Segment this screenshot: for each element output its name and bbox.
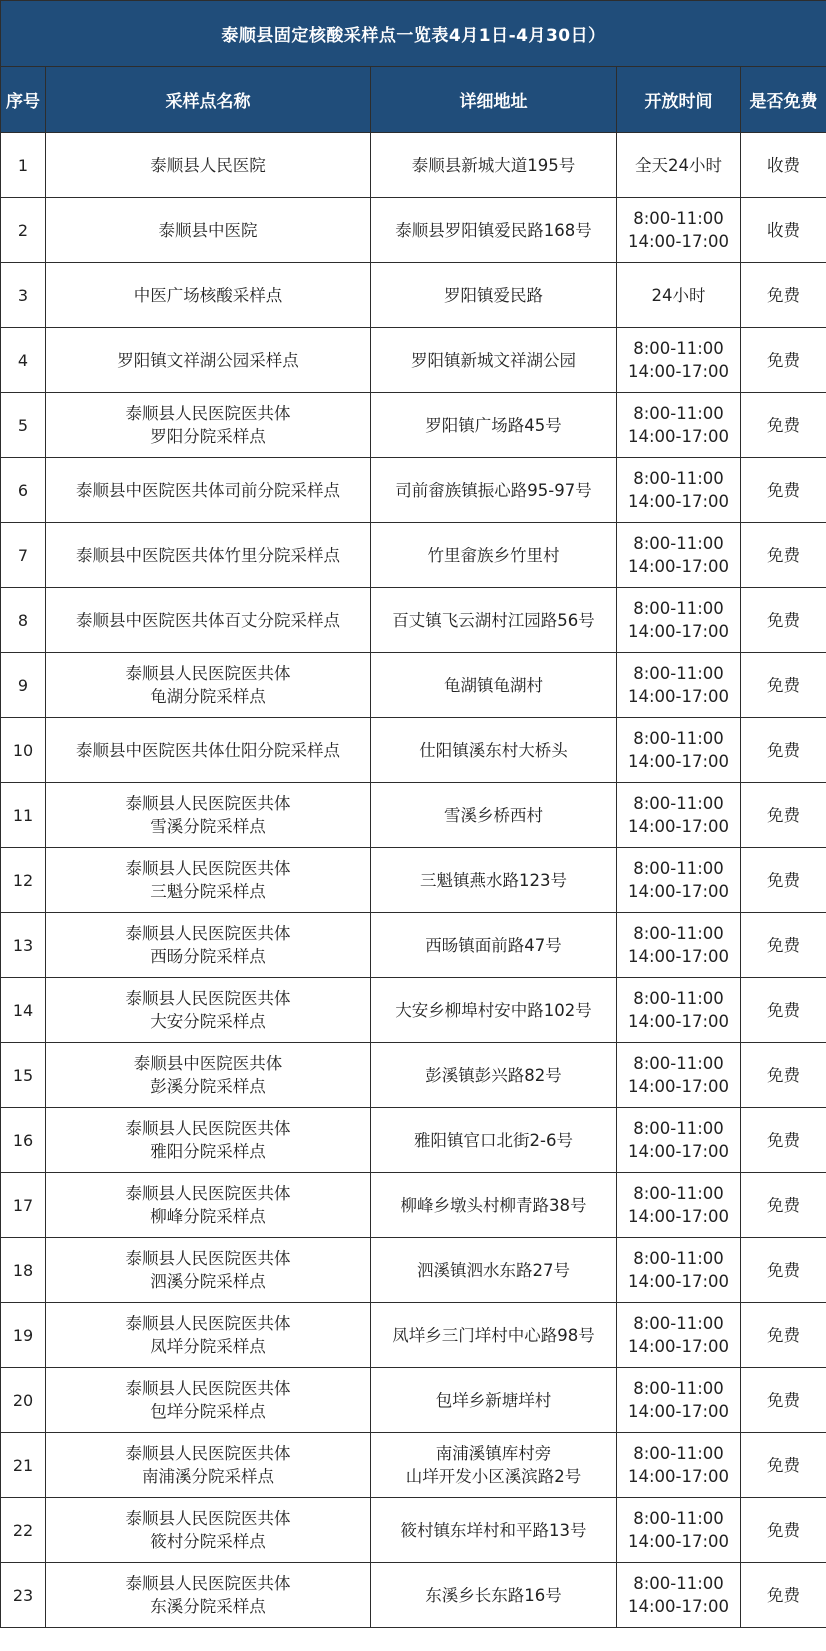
table-row (1, 1498, 826, 1563)
row-index: 20 (1, 1368, 46, 1433)
opening-hours: 8:00-11:00 14:00-17:00 (617, 523, 741, 588)
site-name: 泰顺县中医院医共体 彭溪分院采样点 (46, 1043, 371, 1108)
fee-status: 免费 (741, 913, 826, 978)
site-address: 雅阳镇官口北街2-6号 (371, 1108, 617, 1173)
fee-status: 免费 (741, 783, 826, 848)
table-row (1, 133, 826, 198)
site-name: 泰顺县人民医院医共体 雅阳分院采样点 (46, 1108, 371, 1173)
opening-hours: 8:00-11:00 14:00-17:00 (617, 1043, 741, 1108)
opening-hours: 8:00-11:00 14:00-17:00 (617, 1303, 741, 1368)
table-row (1, 1043, 826, 1108)
row-index: 14 (1, 978, 46, 1043)
fee-status: 免费 (741, 1108, 826, 1173)
row-index: 22 (1, 1498, 46, 1563)
site-address: 罗阳镇广场路45号 (371, 393, 617, 458)
opening-hours: 8:00-11:00 14:00-17:00 (617, 1563, 741, 1628)
opening-hours: 8:00-11:00 14:00-17:00 (617, 328, 741, 393)
column-header-site-name: 采样点名称 (46, 67, 371, 133)
site-name: 泰顺县人民医院医共体 南浦溪分院采样点 (46, 1433, 371, 1498)
fee-status: 免费 (741, 263, 826, 328)
fee-status: 免费 (741, 848, 826, 913)
fee-status: 免费 (741, 718, 826, 783)
column-header-index: 序号 (1, 67, 46, 133)
site-address: 泗溪镇泗水东路27号 (371, 1238, 617, 1303)
site-name: 泰顺县人民医院医共体 罗阳分院采样点 (46, 393, 371, 458)
site-name: 泰顺县人民医院医共体 包垟分院采样点 (46, 1368, 371, 1433)
site-address: 筱村镇东垟村和平路13号 (371, 1498, 617, 1563)
row-index: 6 (1, 458, 46, 523)
site-address: 大安乡柳埠村安中路102号 (371, 978, 617, 1043)
table-row (1, 523, 826, 588)
site-name: 泰顺县人民医院医共体 三魁分院采样点 (46, 848, 371, 913)
site-address: 仕阳镇溪东村大桥头 (371, 718, 617, 783)
column-header-hours: 开放时间 (617, 67, 741, 133)
table-title: 泰顺县固定核酸采样点一览表4月1日-4月30日） (1, 1, 826, 67)
site-address: 雪溪乡桥西村 (371, 783, 617, 848)
column-header-address: 详细地址 (371, 67, 617, 133)
site-address: 彭溪镇彭兴路82号 (371, 1043, 617, 1108)
fee-status: 免费 (741, 1433, 826, 1498)
fee-status: 免费 (741, 1043, 826, 1108)
opening-hours: 8:00-11:00 14:00-17:00 (617, 718, 741, 783)
opening-hours: 8:00-11:00 14:00-17:00 (617, 1238, 741, 1303)
site-name: 泰顺县人民医院医共体 柳峰分院采样点 (46, 1173, 371, 1238)
site-address: 泰顺县新城大道195号 (371, 133, 617, 198)
row-index: 16 (1, 1108, 46, 1173)
fee-status: 免费 (741, 653, 826, 718)
opening-hours: 8:00-11:00 14:00-17:00 (617, 1108, 741, 1173)
site-name: 泰顺县中医院医共体竹里分院采样点 (46, 523, 371, 588)
site-name: 泰顺县人民医院医共体 凤垟分院采样点 (46, 1303, 371, 1368)
row-index: 11 (1, 783, 46, 848)
opening-hours: 8:00-11:00 14:00-17:00 (617, 198, 741, 263)
site-name: 泰顺县人民医院医共体 东溪分院采样点 (46, 1563, 371, 1628)
row-index: 19 (1, 1303, 46, 1368)
site-address: 百丈镇飞云湖村江园路56号 (371, 588, 617, 653)
table-row (1, 588, 826, 653)
opening-hours: 8:00-11:00 14:00-17:00 (617, 913, 741, 978)
row-index: 5 (1, 393, 46, 458)
opening-hours: 8:00-11:00 14:00-17:00 (617, 588, 741, 653)
table-row (1, 1368, 826, 1433)
title-row (1, 1, 826, 67)
table-body (1, 133, 826, 1628)
fee-status: 收费 (741, 133, 826, 198)
row-index: 10 (1, 718, 46, 783)
site-name: 泰顺县中医院 (46, 198, 371, 263)
row-index: 7 (1, 523, 46, 588)
fee-status: 免费 (741, 1173, 826, 1238)
row-index: 23 (1, 1563, 46, 1628)
site-name: 泰顺县人民医院 (46, 133, 371, 198)
opening-hours: 8:00-11:00 14:00-17:00 (617, 458, 741, 523)
site-address: 柳峰乡墩头村柳青路38号 (371, 1173, 617, 1238)
site-address: 罗阳镇爱民路 (371, 263, 617, 328)
opening-hours: 8:00-11:00 14:00-17:00 (617, 653, 741, 718)
site-name: 泰顺县中医院医共体司前分院采样点 (46, 458, 371, 523)
site-name: 泰顺县人民医院医共体 雪溪分院采样点 (46, 783, 371, 848)
row-index: 9 (1, 653, 46, 718)
row-index: 3 (1, 263, 46, 328)
fee-status: 免费 (741, 1368, 826, 1433)
site-address: 凤垟乡三门垟村中心路98号 (371, 1303, 617, 1368)
fee-status: 免费 (741, 1303, 826, 1368)
fee-status: 免费 (741, 393, 826, 458)
site-address: 泰顺县罗阳镇爱民路168号 (371, 198, 617, 263)
row-index: 1 (1, 133, 46, 198)
fee-status: 免费 (741, 523, 826, 588)
site-name: 泰顺县人民医院医共体 泗溪分院采样点 (46, 1238, 371, 1303)
fee-status: 免费 (741, 1498, 826, 1563)
fee-status: 免费 (741, 328, 826, 393)
table-row (1, 978, 826, 1043)
table-row (1, 848, 826, 913)
opening-hours: 8:00-11:00 14:00-17:00 (617, 783, 741, 848)
opening-hours: 8:00-11:00 14:00-17:00 (617, 1433, 741, 1498)
row-index: 21 (1, 1433, 46, 1498)
opening-hours: 8:00-11:00 14:00-17:00 (617, 1498, 741, 1563)
table-row (1, 328, 826, 393)
table-row (1, 1238, 826, 1303)
fee-status: 免费 (741, 978, 826, 1043)
opening-hours: 8:00-11:00 14:00-17:00 (617, 393, 741, 458)
fee-status: 免费 (741, 1563, 826, 1628)
site-name: 罗阳镇文祥湖公园采样点 (46, 328, 371, 393)
site-name: 泰顺县中医院医共体百丈分院采样点 (46, 588, 371, 653)
site-address: 竹里畲族乡竹里村 (371, 523, 617, 588)
opening-hours: 8:00-11:00 14:00-17:00 (617, 1368, 741, 1433)
row-index: 13 (1, 913, 46, 978)
row-index: 12 (1, 848, 46, 913)
site-name: 泰顺县中医院医共体仕阳分院采样点 (46, 718, 371, 783)
table-row (1, 458, 826, 523)
opening-hours: 8:00-11:00 14:00-17:00 (617, 1173, 741, 1238)
opening-hours: 24小时 (617, 263, 741, 328)
site-address: 南浦溪镇库村旁 山垟开发小区溪滨路2号 (371, 1433, 617, 1498)
row-index: 4 (1, 328, 46, 393)
opening-hours: 8:00-11:00 14:00-17:00 (617, 978, 741, 1043)
row-index: 15 (1, 1043, 46, 1108)
site-address: 龟湖镇龟湖村 (371, 653, 617, 718)
site-address: 包垟乡新塘垟村 (371, 1368, 617, 1433)
table-row (1, 913, 826, 978)
table-row (1, 198, 826, 263)
site-address: 三魁镇燕水路123号 (371, 848, 617, 913)
site-address: 东溪乡长东路16号 (371, 1563, 617, 1628)
site-name: 泰顺县人民医院医共体 大安分院采样点 (46, 978, 371, 1043)
table-row (1, 1303, 826, 1368)
row-index: 17 (1, 1173, 46, 1238)
fee-status: 免费 (741, 1238, 826, 1303)
row-index: 18 (1, 1238, 46, 1303)
table-row (1, 393, 826, 458)
table-row (1, 783, 826, 848)
table-row (1, 718, 826, 783)
fee-status: 收费 (741, 198, 826, 263)
fee-status: 免费 (741, 458, 826, 523)
table-row (1, 1173, 826, 1238)
site-name: 泰顺县人民医院医共体 西旸分院采样点 (46, 913, 371, 978)
fee-status: 免费 (741, 588, 826, 653)
site-name: 泰顺县人民医院医共体 筱村分院采样点 (46, 1498, 371, 1563)
table-row (1, 1108, 826, 1173)
table-row (1, 653, 826, 718)
column-header-fee: 是否免费 (741, 67, 826, 133)
opening-hours: 全天24小时 (617, 133, 741, 198)
site-name: 泰顺县人民医院医共体 龟湖分院采样点 (46, 653, 371, 718)
site-address: 西旸镇面前路47号 (371, 913, 617, 978)
row-index: 2 (1, 198, 46, 263)
site-address: 罗阳镇新城文祥湖公园 (371, 328, 617, 393)
header-row (1, 67, 826, 133)
site-name: 中医广场核酸采样点 (46, 263, 371, 328)
opening-hours: 8:00-11:00 14:00-17:00 (617, 848, 741, 913)
table-row (1, 1433, 826, 1498)
row-index: 8 (1, 588, 46, 653)
table-row (1, 263, 826, 328)
table-row (1, 1563, 826, 1628)
site-address: 司前畲族镇振心路95-97号 (371, 458, 617, 523)
